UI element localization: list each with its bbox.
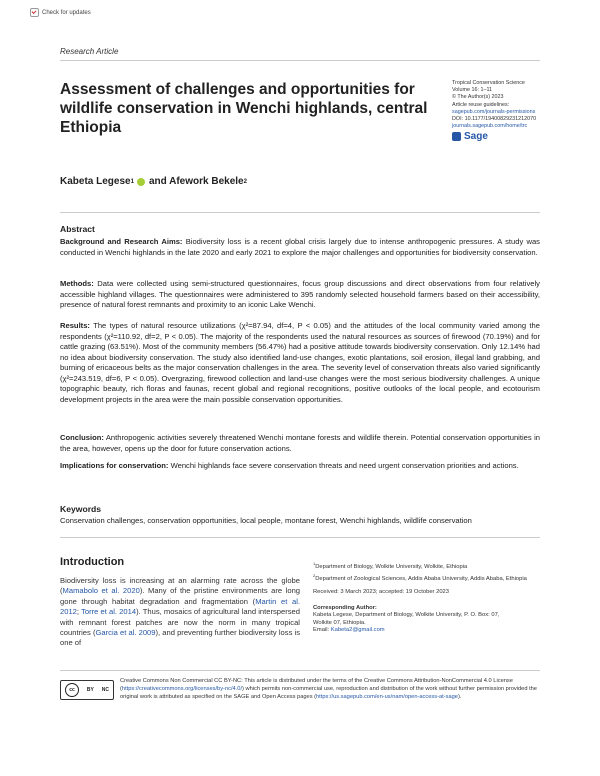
citation-link[interactable]: Martin et al. 2012: [60, 596, 300, 617]
affiliations-block: [313, 560, 543, 635]
orcid-icon[interactable]: [137, 178, 145, 186]
corresponding-line-1: Kabeta Legese, Department of Biology, Wolkite University, P. O. Box: 07,: [313, 612, 500, 619]
license-link[interactable]: https://creativecommons.org/licenses/by-nc/4.0/: [121, 686, 243, 693]
author-list: [60, 176, 247, 187]
implications-label: Implications for conservation:: [60, 461, 169, 470]
intro-text: Biodiversity loss is increasing at an alarming rate across the globe (: [60, 576, 300, 596]
check-updates-badge[interactable]: [30, 8, 91, 17]
nc-label: NC: [101, 687, 110, 693]
open-access-link[interactable]: https://us.sagepub.com/en-us/nam/open-access-at-sage: [316, 694, 458, 701]
email-row: [313, 627, 543, 635]
corresponding-heading: Corresponding Author:: [313, 604, 377, 611]
citation-link[interactable]: Garcia et al. 2009: [95, 628, 156, 638]
affiliation-2: [313, 572, 543, 584]
journal-name: Tropical Conservation Science: [452, 80, 525, 86]
author-1-affiliation: 1: [130, 178, 134, 185]
methods-text: Data were collected using semi-structured questionnaires, focus group discussions and direct observations from four relatively accessible highland villages. The questionnaires were administered to 395 randomly selected household farmers based on their accessibility, presence of natural forest remnants and proximity to an iconic Lake Wenchi.: [60, 279, 540, 309]
abstract-results: [60, 321, 540, 405]
affiliation-marker: 2: [313, 572, 316, 578]
conclusion-label: Conclusion:: [60, 433, 104, 442]
abstract-background: [60, 237, 540, 258]
keywords-heading: Keywords: [60, 504, 102, 514]
intro-text: ). Many of the pristine environments are long gone through habitat degradation and fragmentation (: [60, 586, 301, 606]
check-updates-label: Check for updates: [42, 9, 91, 16]
header-divider: [60, 60, 540, 61]
implications-text: Wenchi highlands face severe conservation threats and need urgent conservation priorities and actions.: [170, 461, 519, 470]
citation-link[interactable]: Torre et al. 2014: [81, 607, 137, 617]
keywords-text: Conservation challenges, conservation opportunities, local people, montane forest, Wenchi highlands, wildlife conservation: [60, 516, 472, 525]
footer-divider: [60, 670, 540, 671]
author-2-affiliation: 2: [243, 178, 247, 185]
copyright: © The Author(s) 2023: [452, 94, 504, 101]
article-type: Research Article: [60, 47, 119, 56]
doi: DOI: 10.1177/19400829231212070: [452, 116, 537, 123]
affiliation-marker: 1: [313, 561, 316, 566]
author-2: and Afework Bekele: [148, 176, 244, 187]
journal-meta: [452, 80, 552, 141]
email-link[interactable]: Kabeta2@gmail.com: [330, 627, 385, 634]
license-part: ).: [457, 694, 462, 701]
license-text: [120, 677, 544, 702]
abstract-conclusion: [60, 433, 540, 454]
abstract-heading: Abstract: [60, 224, 95, 234]
paper-title: Assessment of challenges and opportunities for wildlife conservation in Wenchi highlands, central Ethiopia: [60, 81, 428, 136]
corresponding-line-2: Wolkite 07, Ethiopia.: [313, 619, 366, 626]
conclusion-text: Anthropogenic activities severely threatened Wenchi montane forests and wildlife therein. Potential conservation opportunities in the area, however, opens up the door for future conservation actions.: [60, 433, 540, 453]
email-label: Email:: [313, 627, 330, 634]
publisher-logo: [452, 132, 552, 141]
author-1: Kabeta Legese: [60, 176, 131, 187]
introduction-heading: Introduction: [60, 556, 125, 568]
check-updates-icon: [30, 8, 39, 17]
publisher-name: Sage: [464, 131, 488, 143]
results-label: Results:: [60, 321, 90, 330]
intro-text: ;: [76, 607, 82, 617]
methods-label: Methods:: [60, 279, 94, 288]
by-label: BY: [86, 687, 94, 693]
cc-icon: cc: [65, 683, 79, 697]
abstract-implications: [60, 461, 540, 472]
abstract-divider: [60, 212, 540, 213]
journal-home-link[interactable]: journals.sagepub.com/home/trc: [452, 123, 528, 130]
background-text: Biodiversity loss is a recent global crisis largely due to intense anthropogenic pressures. A study was conducted in Wenchi highlands in the late 2020 and early 2021 to explore the major challenges and opportunities for biodiversity conservation.: [60, 237, 540, 257]
license-part: ) which permits non-commercial use, reproduction and distribution of the work without further permission provided the original work is attributed as specified on the SAGE and Open Access pages (: [120, 686, 537, 701]
reuse-label: Article reuse guidelines:: [452, 101, 510, 108]
abstract-methods: [60, 279, 540, 311]
background-label: Background and Research Aims:: [60, 237, 183, 246]
license-part: Creative Commons Non Commercial CC BY-NC: This article is distributed under the terms of the Creative Commons Attribution-NonCommercial 4.0 License (: [120, 678, 513, 693]
affiliation-text: Department of Zoological Sciences, Addis Ababa University, Addis Ababa, Ethiopia: [315, 575, 527, 582]
cc-license-badge[interactable]: [60, 680, 114, 700]
affiliation-1: [313, 560, 543, 572]
reuse-link[interactable]: sagepub.com/journals-permissions: [452, 108, 536, 115]
journal-volume: Volume 16: 1–11: [452, 87, 493, 94]
intro-text: ). Thus, mosaics of agricultural land interspersed with remnant forest patches are now the norm in many tropical countries (: [60, 607, 300, 638]
introduction-paragraph: [60, 576, 300, 649]
citation-link[interactable]: Mamabolo et al. 2020: [62, 586, 140, 596]
keywords-divider: [60, 537, 540, 538]
affiliation-text: Department of Biology, Wolkite University, Wolkite, Ethiopia: [315, 563, 468, 570]
sage-icon: [452, 132, 461, 141]
received-dates: Received: 3 March 2023; accepted: 19 October 2023: [313, 589, 449, 596]
intro-text: ), and preventing further biodiversity loss is one of: [60, 628, 300, 648]
results-text: The types of natural resource utilizations (χ²=87.94, df=4, P < 0.05) and the attitudes of the local community varied among the respondents (χ²=110.92, df=2, P < 0.05). The majority of the respondents used the natural resources as sources of firewood (70.19%) and for cattle grazing (63.51%). Most of the community members (56.47%) had a positive attitude towards biodiversity conservation. Only 12.14% had no idea about biodiversity conservation. The study also identified land-use changes, exotic plantations, soil erosion, illegal land grabbing, and burning of ericaceous belts as the major conservation challenges in the area. The severity level of conservation threats also varied significantly (χ²=243.519, df=6, P < 0.05). Overgrazing, firewood collection and land-use changes were the most serious biodiversity challenges. A unique topographic beauty, rich floras and faunas, recent global and regional recognitions, positive outlooks of the local people, and ecotourism development projects in the area were the main possible conservation opportunities.: [60, 321, 540, 404]
